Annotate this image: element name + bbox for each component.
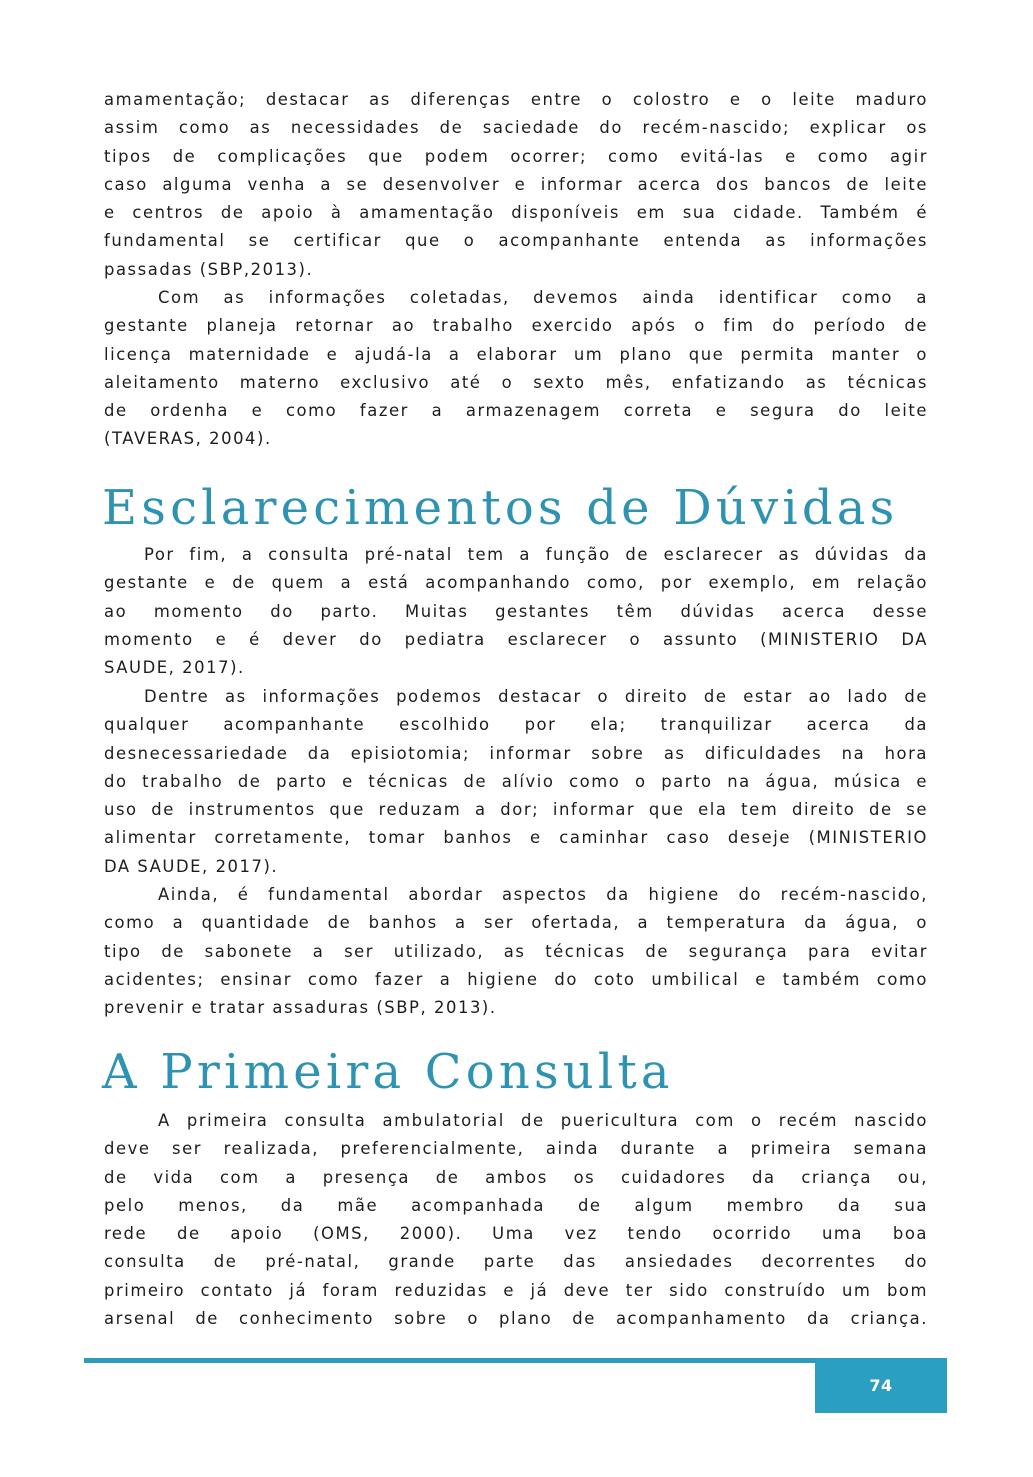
text-line: gestante planeja retornar ao trabalho exercido após o fim do período de xyxy=(104,316,928,336)
text-line: deve ser realizada, preferencialmente, ainda durante a primeira semana xyxy=(104,1139,928,1159)
text-line: gestante e de quem a está acompanhando como, por exemplo, em relação xyxy=(104,573,928,593)
text-line: DA SAUDE, 2017). xyxy=(104,856,279,876)
page-number: 74 xyxy=(869,1376,893,1395)
paragraph-return-to-work xyxy=(104,284,928,454)
paragraph-first-consultation xyxy=(104,1107,928,1333)
text-line: Com as informações coletadas, devemos ainda identificar como a xyxy=(158,288,928,307)
text-line: desnecessariedade da episiotomia; informar sobre as dificuldades na hora xyxy=(104,743,928,763)
text-line: momento e é dever do pediatra esclarecer o assunto (MINISTERIO DA xyxy=(104,629,928,649)
text-line: prevenir e tratar assaduras (SBP, 2013). xyxy=(104,998,497,1018)
text-line: Dentre as informações podemos destacar o direito de estar ao lado de xyxy=(144,687,928,706)
text-line: SAUDE, 2017). xyxy=(104,658,245,678)
text-line: aleitamento materno exclusivo até o sexto mês, enfatizando as técnicas xyxy=(104,372,928,392)
text-line: pelo menos, da mãe acompanhada de algum membro da sua xyxy=(104,1195,928,1215)
text-line: primeiro contato já foram reduzidas e já deve ter sido construído um bom xyxy=(104,1280,928,1300)
text-line: qualquer acompanhante escolhido por ela; tranquilizar acerca da xyxy=(104,715,928,735)
text-line: caso alguma venha a se desenvolver e informar acerca dos bancos de leite xyxy=(104,174,928,194)
text-line: consulta de pré-natal, grande parte das ansiedades decorrentes do xyxy=(104,1252,928,1272)
text-line: de ordenha e como fazer a armazenagem correta e segura do leite xyxy=(104,401,928,421)
paragraph-prenatal-doubts xyxy=(104,541,928,682)
text-line: rede de apoio (OMS, 2000). Uma vez tendo ocorrido uma boa xyxy=(104,1224,928,1244)
section-heading-esclarecimentos: Esclarecimentos de Dúvidas xyxy=(102,480,899,536)
text-line: (TAVERAS, 2004). xyxy=(104,429,272,449)
text-line: A primeira consulta ambulatorial de puericultura com o recém nascido xyxy=(158,1111,928,1130)
text-line: Por fim, a consulta pré-natal tem a função de esclarecer as dúvidas da xyxy=(144,545,928,564)
text-line: licença maternidade e ajudá-la a elaborar um plano que permita manter o xyxy=(104,344,928,364)
text-line: ao momento do parto. Muitas gestantes têm dúvidas acerca desse xyxy=(104,601,928,621)
text-line: acidentes; ensinar como fazer a higiene do coto umbilical e também como xyxy=(104,969,928,989)
text-line: e centros de apoio à amamentação disponíveis em sua cidade. Também é xyxy=(104,203,928,223)
text-line: alimentar corretamente, tomar banhos e caminhar caso deseje (MINISTERIO xyxy=(104,828,928,848)
text-line: tipos de complicações que podem ocorrer; como evitá-las e como agir xyxy=(104,146,928,166)
text-line: fundamental se certificar que o acompanhante entenda as informações xyxy=(104,231,928,251)
text-line: uso de instrumentos que reduzam a dor; informar que ela tem direito de se xyxy=(104,800,928,820)
text-line: passadas (SBP,2013). xyxy=(104,259,314,279)
text-line: assim como as necessidades de saciedade do recém-nascido; explicar os xyxy=(104,118,928,138)
paragraph-breastfeeding-guidance xyxy=(104,86,928,284)
page-number-box xyxy=(815,1358,947,1413)
section-heading-primeira-consulta: A Primeira Consulta xyxy=(102,1044,674,1100)
text-line: amamentação; destacar as diferenças entre o colostro e o leite maduro xyxy=(104,90,928,109)
footer-rule xyxy=(84,1358,815,1363)
text-line: Ainda, é fundamental abordar aspectos da higiene do recém-nascido, xyxy=(158,885,928,904)
text-line: como a quantidade de banhos a ser ofertada, a temperatura da água, o xyxy=(104,913,928,933)
text-line: arsenal de conhecimento sobre o plano de acompanhamento da criança. xyxy=(104,1309,928,1329)
text-line: do trabalho de parto e técnicas de alívio como o parto na água, música e xyxy=(104,771,928,791)
paragraph-birth-information xyxy=(104,683,928,881)
text-line: tipo de sabonete a ser utilizado, as técnicas de segurança para evitar xyxy=(104,941,928,961)
paragraph-newborn-hygiene xyxy=(104,881,928,1022)
text-line: de vida com a presença de ambos os cuidadores da criança ou, xyxy=(104,1167,928,1187)
